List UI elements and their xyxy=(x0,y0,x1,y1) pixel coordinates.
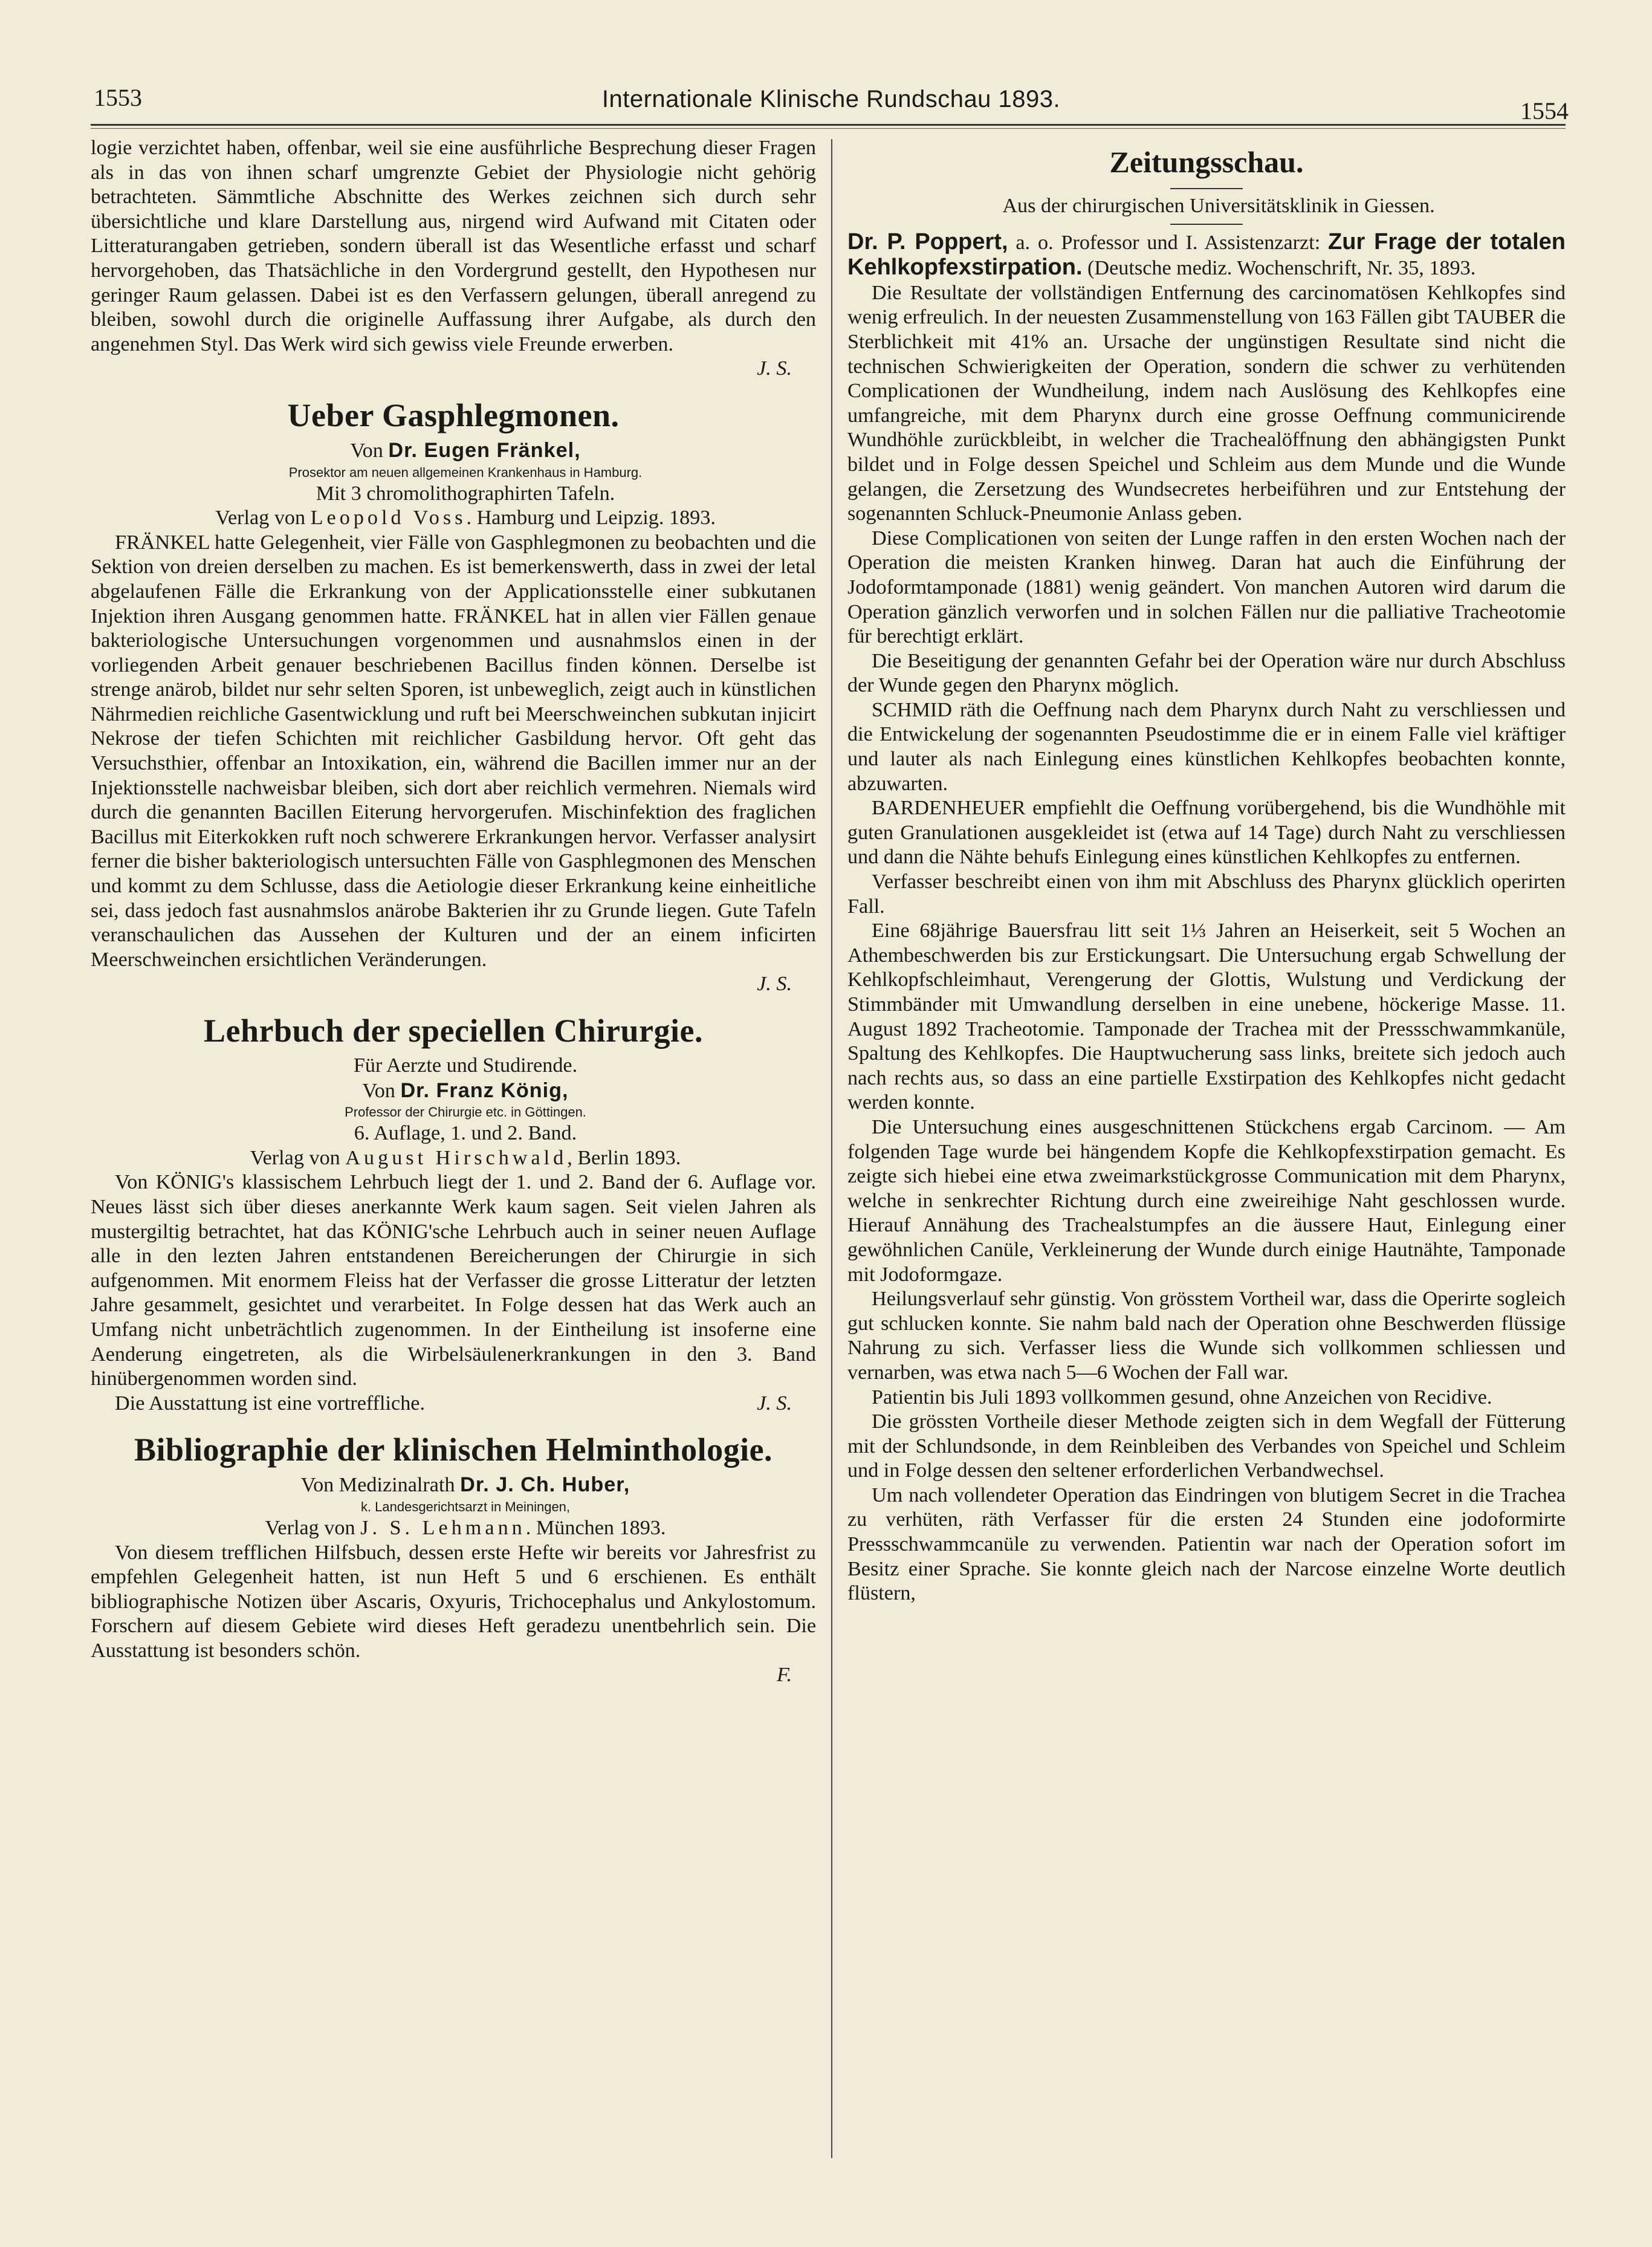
article-signature: J. S. xyxy=(757,1392,792,1415)
article-body: Von KÖNIG's klassischem Lehrbuch liegt der 1. und 2. Band der 6. Auflage vor. Neues lässt sich über dieses anerkannte Werk kaum sagen. Seit vielen Jahren als mustergiltig betrachtet, hat das KÖNIG'sche Lehrbuch auch in seiner neuen Auflage alle in den lezten Jahren entstandenen Bereicherungen der Chirurgie in sich aufgenommen. Mit enormem Fleiss hat der Verfasser die grosse Litteratur der letzten Jahre gesammelt, gesichtet und verarbeitet. In Folge dessen hat das Werk auch an Umfang nicht unbeträchtlich zugenommen. In der Eintheilung ist insoferne eine Aenderung eingetreten, als die Wirbelsäulenerkrankungen in den 3. Band hinübergenommen worden sind. xyxy=(91,1171,816,1390)
author-affiliation: Prosektor am neuen allgemeinen Krankenhaus in Hamburg. xyxy=(288,464,643,480)
publisher-prefix: Verlag von xyxy=(250,1146,340,1169)
plates-note: Mit 3 chromolithographirten Tafeln. xyxy=(316,482,615,505)
intro-signature: J. S. xyxy=(757,357,792,380)
page-number-left: 1553 xyxy=(94,84,142,111)
publisher-line xyxy=(91,506,816,531)
lead-source: (Deutsche mediz. Wochenschrift, Nr. 35, 1893. xyxy=(1087,257,1476,280)
article-title-gasphlegmonen: Ueber Gasphlegmonen. xyxy=(287,397,620,433)
article-paragraph: Um nach vollendeter Operation das Eindringen von blutigem Secret in die Trachea zu verhüten, räth Verfasser für die ersten 24 Stunden eine jodoformirte Pressschwammcanüle zu verwenden. Patientin war nach der Operation sofort im Besitz einer Sprache. Sie konnte gleich nach der Narcose einzelne Worte deutlich flüstern, xyxy=(847,1483,1566,1605)
byline-prefix: Von xyxy=(350,439,383,462)
article-paragraph: Eine 68jährige Bauersfrau litt seit 1⅓ Jahren an Heiserkeit, seit 5 Wochen an Athembeschwerden bis zur Erstickungsart. Die Untersuchung ergab Schwellung der Kehlkopfschleimhaut, Verengerung der Glottis, Wulstung und Verdickung der Stimmbänder mit Umwandlung derselben in eine unebene, höckerige Masse. 11. August 1892 Tracheotomie. Tamponade der Trachea mit der Pressschwammkanüle, Spaltung des Kehlkopfes. Die Hauptwucherung sass links, breitete sich jedoch auch nach rechts aus, so dass an eine partielle Exstirpation des Kehlkopfes nicht gedacht werden konnte. xyxy=(847,919,1566,1114)
author-name: Dr. Eugen Fränkel, xyxy=(388,438,581,462)
publisher-name: J. S. Lehmann xyxy=(360,1516,526,1539)
publisher-line xyxy=(91,1146,816,1171)
right-column xyxy=(847,136,1566,1606)
byline-prefix: Von xyxy=(362,1079,395,1102)
article-paragraph: Die grössten Vortheile dieser Methode zeigten sich in dem Wegfall der Fütterung mit der Schlundsonde, in dem Reinbleiben des Verbandes von Speichel und Schleim und in Folge dessen den seltener erforderlichen Verbandwechsel. xyxy=(847,1410,1566,1482)
article-title-helminthologie: Bibliographie der klinischen Helminthologie. xyxy=(134,1432,773,1468)
author-affiliation: Professor der Chirurgie etc. in Göttingen. xyxy=(345,1104,586,1120)
author-affiliation: k. Landesgerichtsarzt in Meiningen, xyxy=(360,1499,571,1514)
publisher-place: . München 1893. xyxy=(525,1516,666,1539)
intro-paragraph: logie verzichtet haben, offenbar, weil sie eine ausführliche Besprechung dieser Fragen als in das von ihnen scharf umgrenzte Gebiet der Physiologie nicht gehörig betrachteten. Sämmtliche Abschnitte des Werkes zeichnen sich durch sehr übersichtliche und klare Darstellung aus, nirgend wird Aufwand mit Citaten oder Litteraturangaben getrieben, sondern überall ist das Wesentliche erfasst und scharf hervorgehoben, das Thatsächliche in den Vordergrund gestellt, den Hypothesen nur geringer Raum gelassen. Dabei ist es den Verfassern gelungen, überall anregend zu bleiben, sowohl durch die originelle Auffassung ihrer Aufgabe, als durch den angenehmen Styl. Das Werk wird sich gewiss viele Freunde erwerben. xyxy=(91,137,816,355)
running-title: Internationale Klinische Rundschau 1893. xyxy=(601,86,1061,112)
article-body: Von diesem trefflichen Hilfsbuch, dessen erste Hefte wir bereits vor Jahresfrist zu empfehlen Gelegenheit hatten, ist nun Heft 5 und 6 erschienen. Es enthält bibliographische Notizen über Ascaris, Oxyuris, Trichocephalus und Ankylostomum. Forschern auf diesem Gebiete wird dieses Heft geradezu unentbehrlich sein. Die Ausstattung ist besonders schön. xyxy=(91,1541,816,1662)
section-rule xyxy=(1170,188,1243,189)
section-rule xyxy=(1170,224,1243,225)
lead-title: Zur Frage der totalen Kehlkopfexstirpation. xyxy=(847,229,1566,280)
article-byline xyxy=(91,1078,816,1104)
article-paragraph: Diese Complicationen von seiten der Lunge raffen in den ersten Wochen nach der Operation die meisten Kranken hinweg. Daran hat auch die Einführung der Jodoformtamponade (1881) wenig geändert. Von manchen Autoren wird darum die Operation gänzlich verworfen und in solchen Fällen nur die palliative Tracheotomie für berechtigt erklärt. xyxy=(847,527,1566,648)
left-column xyxy=(91,136,816,1688)
author-name: Dr. Franz König, xyxy=(400,1078,569,1102)
edition-note: 6. Auflage, 1. und 2. Band. xyxy=(354,1122,577,1145)
page-number-right: 1554 xyxy=(1520,97,1569,125)
article-signature: J. S. xyxy=(757,973,792,996)
article-paragraph: Die Beseitigung der genannten Gefahr bei der Operation wäre nur durch Abschluss der Wunde gegen den Pharynx möglich. xyxy=(847,649,1566,697)
lead-position: a. o. Professor und I. Assistenzarzt: xyxy=(1015,231,1321,254)
section-title: Zeitungsschau. xyxy=(1109,145,1304,179)
article-subtitle: Für Aerzte und Studirende. xyxy=(353,1054,578,1077)
article-paragraph: Die Untersuchung eines ausgeschnittenen Stückchens ergab Carcinom. — Am folgenden Tage wurde bei hängendem Kopfe die Kehlkopfexstirpation gemacht. Es zeigte sich hiebei eine etwa zweimarkstückgrosse Communication mit dem Pharynx, welche in senkrechter Richtung durch eine zweireihige Naht geschlossen wurde. Hierauf Annähung des Trachealstumpfes an die äussere Haut, Einlegung einer gewöhnlichen Canüle, Verkleinerung der Wunde durch einige Hautnähte, Tamponade mit Jodoformgaze. xyxy=(847,1115,1566,1286)
publisher-line xyxy=(91,1516,816,1541)
lead-citation xyxy=(847,230,1566,281)
article-byline xyxy=(91,438,816,464)
article-paragraph: BARDENHEUER empfiehlt die Oeffnung vorübergehend, bis die Wundhöhle mit guten Granulationen ausgekleidet ist (etwa auf 14 Tage) durch Naht zu verschliessen und dann die Nähte behufs Einlegung eines künstlichen Kehlkopfes zu entfernen. xyxy=(847,797,1566,869)
article-paragraph: SCHMID räth die Oeffnung nach dem Pharynx durch Naht zu verschliessen und die Entwickelung der sogenannten Pseudostimme die er in einem Falle viel kräftiger und lauter als nach Einlegung eines künstlichen Kehlkopfes beobachten konnte, abzuwarten. xyxy=(847,698,1566,795)
page-header xyxy=(94,83,1569,126)
article-signature: F. xyxy=(776,1664,792,1687)
closing-text: Die Ausstattung ist eine vortreffliche. xyxy=(115,1392,426,1415)
publisher-prefix: Verlag von xyxy=(265,1516,355,1539)
article-paragraph: Verfasser beschreibt einen von ihm mit Abschluss des Pharynx glücklich operirten Fall. xyxy=(847,871,1566,918)
column-divider xyxy=(831,139,832,2158)
publisher-name: August Hirschwald xyxy=(345,1146,568,1169)
header-rule xyxy=(91,124,1566,126)
article-title-chirurgie: Lehrbuch der speciellen Chirurgie. xyxy=(204,1013,703,1049)
header-rule-thin xyxy=(91,128,1566,129)
clinic-line: Aus der chirurgischen Universitätsklinik in Giessen. xyxy=(1002,195,1435,217)
publisher-place: , Berlin 1893. xyxy=(567,1146,681,1169)
article-body: FRÄNKEL hatte Gelegenheit, vier Fälle von Gasphlegmonen zu beobachten und die Sektion von dreien derselben zu machen. Es ist bemerkenswerth, dass in zwei der letal abgelaufenen Fälle die Erkrankung von der Applicationsstelle einer subkutanen Injektion ihren Ausgang genommen hatte. FRÄNKEL hat in allen vier Fällen genaue bakteriologische Untersuchungen vorgenommen und ausnahmslos einen in der vorliegenden Arbeit genauer beschriebenen Bacillus finden können. Derselbe ist strenge anärob, bildet nur sehr selten Sporen, ist unbeweglich, zeigt auch in künstlichen Nährmedien reichliche Gasentwicklung und ruft bei Meerschweinchen subkutan injicirt Nekrose der tiefen Schichten mit reichlicher Gasbildung hervor. Oft geht das Versuchsthier, offenbar an Intoxikation, ein, während die Bacillen immer nur an der Injektionsstelle nachweisbar bleiben, sich dort aber reichlich vermehren. Niemals wird durch die genannten Bacillen Eiterung hervorgerufen. Mischinfektion des fraglichen Bacillus mit Eiterkokken ruft noch schwerere Erkrankungen hervor. Verfasser analysirt ferner die bisher bakteriologisch untersuchten Fälle von Gasphlegmonen des Menschen und kommt zu dem Schlusse, dass die Aetiologie dieser Erkrankung keine einheitliche sei, dass jedoch fast ausnahmslos anärobe Bakterien ihr zu Grunde liegen. Gute Tafeln veranschaulichen das Aussehen der Kulturen und der an einem inficirten Meerschweinchen ersichtlichen Veränderungen. xyxy=(91,531,816,971)
publisher-place: . Hamburg und Leipzig. 1893. xyxy=(466,507,716,530)
lead-author: Dr. P. Poppert, xyxy=(847,229,1008,255)
article-paragraph: Patientin bis Juli 1893 vollkommen gesund, ohne Anzeichen von Recidive. xyxy=(872,1386,1492,1409)
publisher-name: Leopold Voss xyxy=(310,507,467,530)
article-paragraph: Heilungsverlauf sehr günstig. Von grösstem Vortheil war, dass die Operirte sogleich gut schlucken konnte. Sie nahm bald nach der Operation ohne Beschwerden flüssige Nahrung zu sich. Verfasser liess die Wunde sich vollkommen schliessen und vernarben, was etwa nach 5—6 Wochen der Fall war. xyxy=(847,1288,1566,1384)
article-paragraphs xyxy=(847,281,1566,1606)
publisher-prefix: Verlag von xyxy=(215,507,306,530)
article-paragraph: Die Resultate der vollständigen Entfernung des carcinomatösen Kehlkopfes sind wenig erfreulich. In der neuesten Zusammenstellung von 163 Fällen gibt TAUBER die Sterblichkeit mit 41% an. Ursache der ungünstigen Resultate sind nicht die technischen Schwierigkeiten der Operation, sondern die schwer zu verhütenden Complicationen der Wundheilung, indem nach Auslösung des Kehlkopfes eine umfangreiche, mit dem Pharynx durch eine grosse Oeffnung communicirende Wundhöhle zurückbleibt, in welcher die Trachealöffnung den abhängigsten Punkt bildet und in Folge dessen Speichel und Schleim aus dem Munde und die Wunde gelangen, die Zersetzung des Wundsecretes herbeiführen und zur Entstehung der sogenannten Schluck-Pneumonie Anlass geben. xyxy=(847,281,1566,525)
article-closing xyxy=(91,1392,816,1416)
byline-prefix: Von Medizinalrath xyxy=(300,1474,455,1497)
author-name: Dr. J. Ch. Huber, xyxy=(460,1473,630,1497)
article-byline xyxy=(91,1473,816,1498)
